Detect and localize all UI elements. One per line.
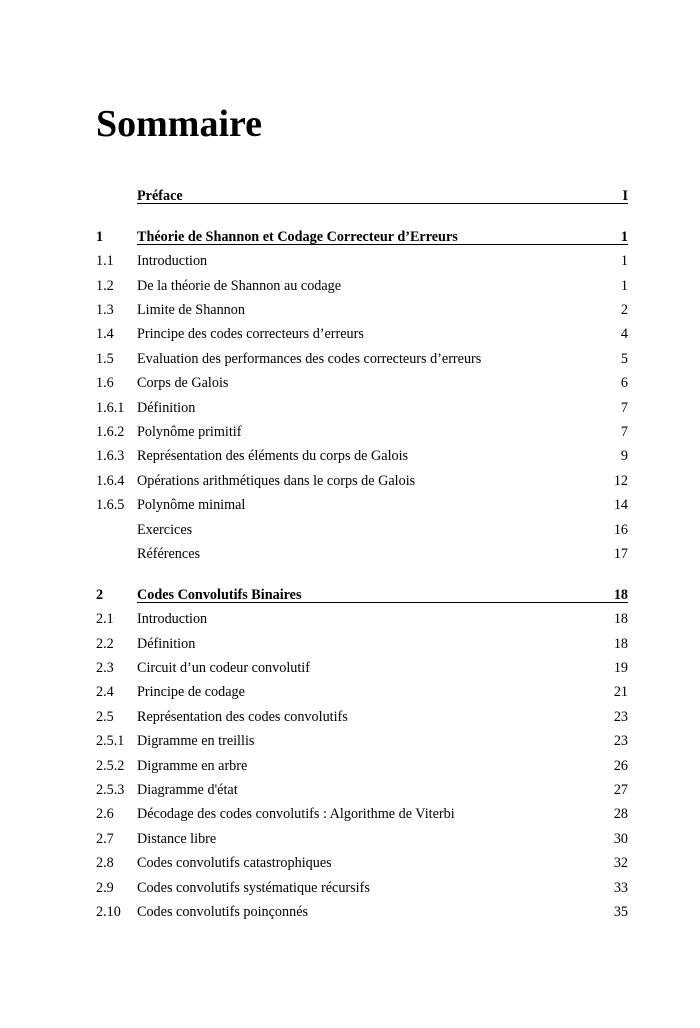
toc-entry-page: 2 bbox=[620, 302, 628, 319]
toc-entry-page: 1 bbox=[620, 277, 628, 294]
toc-entry-row[interactable] bbox=[96, 493, 628, 517]
toc-entry-row[interactable] bbox=[96, 274, 628, 298]
toc-entry-number: 1.4 bbox=[96, 326, 114, 343]
toc-entry-page: 28 bbox=[613, 806, 628, 823]
toc-entry-row[interactable] bbox=[96, 249, 628, 273]
toc-entry-number: 1.6.1 bbox=[96, 399, 125, 416]
toc-entry-title: Evaluation des performances des codes correcteurs d’erreurs bbox=[137, 350, 482, 367]
toc-entry-row[interactable] bbox=[96, 298, 628, 322]
toc-entry-row[interactable] bbox=[96, 827, 628, 851]
toc-entry-number: 2.9 bbox=[96, 879, 114, 896]
toc-entry-number: 1 bbox=[96, 228, 104, 245]
toc-entry-page: 32 bbox=[613, 855, 628, 872]
toc-entry-title: Définition bbox=[137, 399, 196, 416]
toc-entry-title: Circuit d’un codeur convolutif bbox=[137, 660, 310, 677]
toc-entry-title: Représentation des éléments du corps de Galois bbox=[137, 448, 409, 465]
toc-entry-title: Préface bbox=[137, 188, 183, 204]
toc-entry-page: 23 bbox=[613, 708, 628, 725]
toc-entry-page: 7 bbox=[620, 424, 628, 441]
toc-entry-number: 2.5.3 bbox=[96, 781, 125, 798]
toc-entry-title: Codes convolutifs catastrophiques bbox=[137, 855, 332, 872]
toc-entry-number: 1.3 bbox=[96, 302, 114, 319]
toc-entry-number: 2.6 bbox=[96, 806, 114, 823]
toc-entry-title: Codes Convolutifs Binaires bbox=[137, 586, 302, 603]
toc-entry-page: 23 bbox=[613, 733, 628, 750]
toc-entry-number: 2.2 bbox=[96, 635, 114, 652]
toc-entry-title: Théorie de Shannon et Codage Correcteur d’Erreurs bbox=[137, 228, 458, 245]
toc-entry-title: Représentation des codes convolutifs bbox=[137, 708, 348, 725]
toc-entry-title: Principe de codage bbox=[137, 684, 245, 701]
toc-entry-page: 1 bbox=[620, 253, 628, 270]
toc-chapter-row[interactable] bbox=[96, 583, 628, 607]
toc-entry-row[interactable] bbox=[96, 876, 628, 900]
toc-entry-title: Digramme en treillis bbox=[137, 733, 255, 750]
toc-entry-number: 1.6 bbox=[96, 375, 114, 392]
toc-chapter-row[interactable] bbox=[96, 184, 628, 208]
section-spacer bbox=[96, 208, 628, 225]
toc-entry-title: Références bbox=[137, 545, 201, 562]
toc-entry-page: 9 bbox=[620, 448, 628, 465]
toc-entry-title: Introduction bbox=[137, 253, 208, 270]
toc-entry-row[interactable] bbox=[96, 518, 628, 542]
toc-entry-page: 17 bbox=[613, 545, 628, 562]
toc-chapter-row[interactable] bbox=[96, 225, 628, 249]
toc-entry-page: 21 bbox=[613, 684, 628, 701]
toc-entry-number: 2.8 bbox=[96, 855, 114, 872]
toc-entry-row[interactable] bbox=[96, 778, 628, 802]
toc-entry-row[interactable] bbox=[96, 729, 628, 753]
toc-entry-row[interactable] bbox=[96, 656, 628, 680]
toc-entry-row[interactable] bbox=[96, 680, 628, 704]
toc-entry-row[interactable] bbox=[96, 754, 628, 778]
chapter-underline bbox=[137, 203, 628, 204]
toc-entry-title: Codes convolutifs systématique récursifs bbox=[137, 879, 370, 896]
toc-entry-title: Diagramme d'état bbox=[137, 781, 238, 798]
toc-entry-number: 1.6.5 bbox=[96, 497, 125, 514]
toc-entry-number: 2.10 bbox=[96, 903, 121, 920]
toc-entry-number: 2.5 bbox=[96, 708, 114, 725]
toc-entry-page: I bbox=[622, 188, 628, 204]
toc-entry-title: Principe des codes correcteurs d’erreurs bbox=[137, 326, 364, 343]
toc-entry-page: 16 bbox=[613, 521, 628, 538]
page-title: Sommaire bbox=[96, 103, 263, 145]
toc-entry-row[interactable] bbox=[96, 347, 628, 371]
toc-entry-title: Corps de Galois bbox=[137, 375, 229, 392]
toc-entry-title: De la théorie de Shannon au codage bbox=[137, 277, 342, 294]
toc-entry-title: Décodage des codes convolutifs : Algorithme de Viterbi bbox=[137, 806, 455, 823]
toc-entry-number: 2.7 bbox=[96, 830, 114, 847]
toc-entry-page: 33 bbox=[613, 879, 628, 896]
toc-entry-row[interactable] bbox=[96, 469, 628, 493]
toc-entry-number: 2 bbox=[96, 586, 104, 603]
toc-entry-row[interactable] bbox=[96, 420, 628, 444]
toc-entry-page: 4 bbox=[620, 326, 628, 343]
toc-entry-number: 1.1 bbox=[96, 253, 114, 270]
toc-entry-page: 1 bbox=[620, 228, 628, 245]
toc-entry-row[interactable] bbox=[96, 851, 628, 875]
toc-entry-title: Distance libre bbox=[137, 830, 217, 847]
toc-entry-row[interactable] bbox=[96, 371, 628, 395]
toc-entry-page: 18 bbox=[613, 586, 628, 603]
toc-entry-row[interactable] bbox=[96, 322, 628, 346]
toc-entry-page: 35 bbox=[613, 903, 628, 920]
toc-entry-row[interactable] bbox=[96, 900, 628, 924]
toc-entry-title: Définition bbox=[137, 635, 196, 652]
toc-entry-row[interactable] bbox=[96, 705, 628, 729]
toc-entry-number: 2.5.2 bbox=[96, 757, 125, 774]
toc-entry-row[interactable] bbox=[96, 802, 628, 826]
toc-entry-number: 1.6.2 bbox=[96, 424, 125, 441]
toc-entry-row[interactable] bbox=[96, 632, 628, 656]
toc-entry-page: 27 bbox=[613, 781, 628, 798]
toc-entry-title: Digramme en arbre bbox=[137, 757, 248, 774]
toc-entry-page: 26 bbox=[613, 757, 628, 774]
toc-entry-page: 6 bbox=[620, 375, 628, 392]
toc-entry-page: 19 bbox=[613, 660, 628, 677]
toc-entry-page: 18 bbox=[613, 635, 628, 652]
toc-entry-title: Introduction bbox=[137, 611, 208, 628]
toc-entry-title: Polynôme minimal bbox=[137, 497, 246, 514]
toc-entry-number: 2.5.1 bbox=[96, 733, 125, 750]
toc-entry-page: 30 bbox=[613, 830, 628, 847]
toc-entry-title: Exercices bbox=[137, 521, 193, 538]
toc-entry-number: 1.5 bbox=[96, 350, 114, 367]
toc-entry-row[interactable] bbox=[96, 607, 628, 631]
toc-entry-number: 1.6.3 bbox=[96, 448, 125, 465]
toc-entry-row[interactable] bbox=[96, 542, 628, 566]
chapter-underline bbox=[137, 244, 628, 245]
toc-entry-number: 1.6.4 bbox=[96, 472, 125, 489]
section-spacer bbox=[96, 566, 628, 583]
toc-entry-title: Limite de Shannon bbox=[137, 302, 245, 319]
toc-entry-page: 12 bbox=[613, 472, 628, 489]
toc-entry-row[interactable] bbox=[96, 444, 628, 468]
toc-entry-number: 1.2 bbox=[96, 277, 114, 294]
toc-entry-page: 7 bbox=[620, 399, 628, 416]
toc-entry-number: 2.3 bbox=[96, 660, 114, 677]
toc-entry-page: 14 bbox=[613, 497, 628, 514]
table-of-contents bbox=[96, 184, 628, 924]
toc-entry-row[interactable] bbox=[96, 396, 628, 420]
toc-entry-title: Opérations arithmétiques dans le corps de Galois bbox=[137, 472, 416, 489]
chapter-underline bbox=[137, 602, 628, 603]
toc-entry-page: 5 bbox=[620, 350, 628, 367]
toc-entry-title: Polynôme primitif bbox=[137, 424, 242, 441]
toc-entry-number: 2.1 bbox=[96, 611, 114, 628]
toc-entry-page: 18 bbox=[613, 611, 628, 628]
toc-entry-number: 2.4 bbox=[96, 684, 114, 701]
toc-entry-title: Codes convolutifs poinçonnés bbox=[137, 903, 309, 920]
